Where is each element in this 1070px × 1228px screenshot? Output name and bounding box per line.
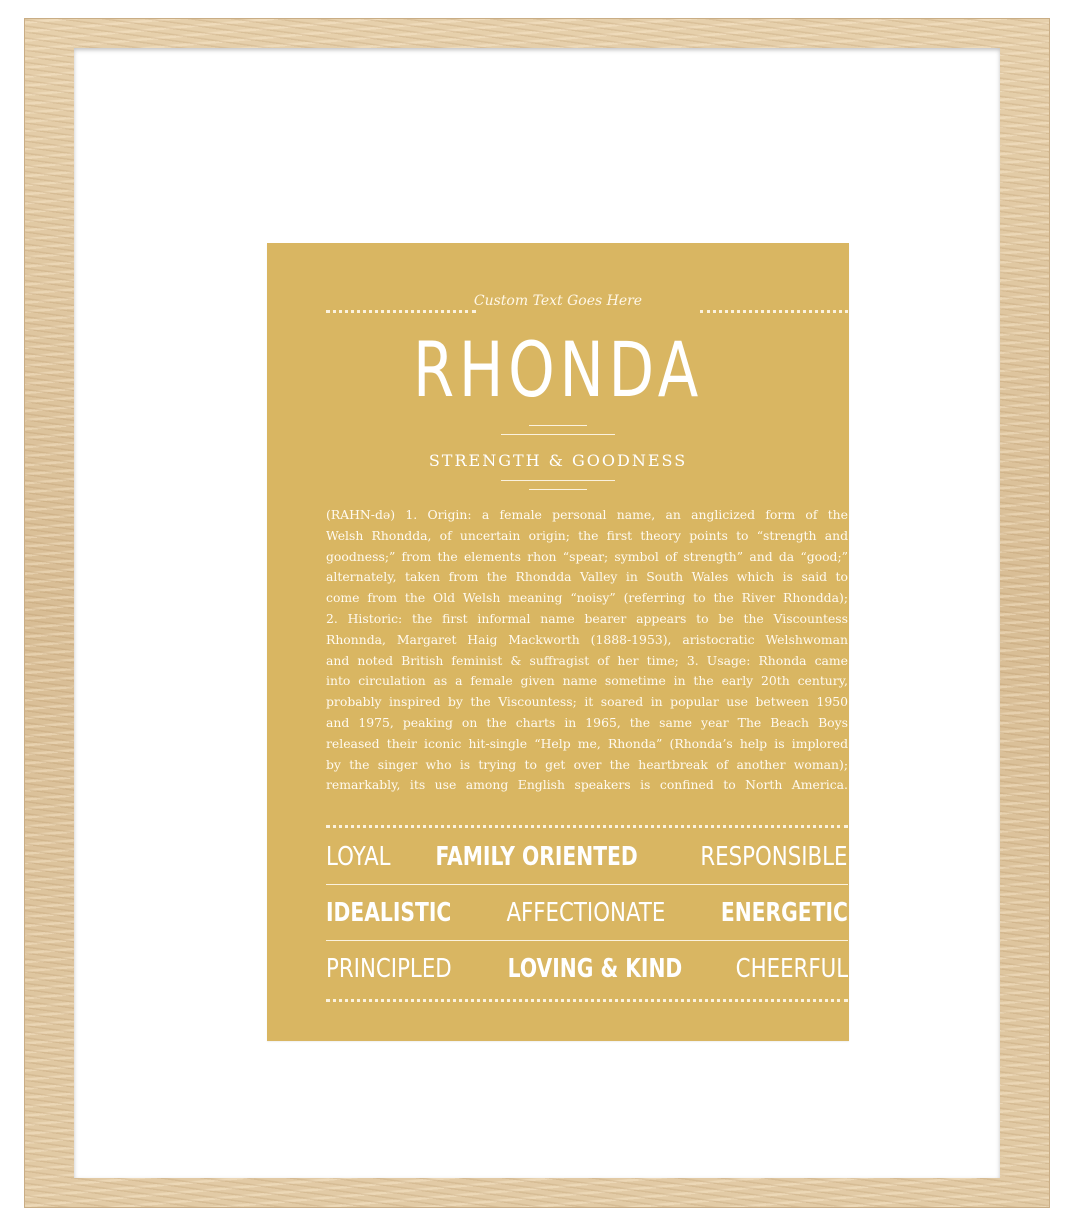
traits-row-2 [326,891,848,935]
dotted-divider-traits-bottom [326,999,848,1002]
rule-under-meaning [501,480,615,481]
name-meaning: STRENGTH & GOODNESS [428,451,688,470]
name-definition [326,505,848,796]
definition-line: by the singer who is trying to get over the heartbreak of another woman); [326,756,848,772]
dotted-divider-top-right [700,310,848,313]
definition-line: Welsh Rhondda, of uncertain origin; the first theory points to “strength and [326,527,848,543]
dotted-divider-traits-top [326,825,848,828]
trait-word: PRINCIPLED [326,954,452,984]
definition-line: goodness;” from the elements rhon “spear; symbol of strength” and da “good;” [326,548,848,564]
traits-divider-2 [326,940,848,941]
definition-line: into circulation as a female given name sometime in the early 20th century, [326,673,848,689]
dotted-divider-top-left [326,310,476,313]
white-mat [74,48,1000,1178]
definition-line: 2. Historic: the first informal name bearer appears to be the Viscountess [326,610,848,626]
definition-line: come from the Old Welsh meaning “noisy” (referring to the River Rhondda); [326,590,848,606]
name-title: RHONDA [412,325,704,414]
definition-line: remarkably, its use among English speakers is confined to North America. [326,777,848,793]
definition-line: (RAHN-də) 1. Origin: a female personal name, an anglicized form of the [326,507,848,522]
trait-word: LOVING & KIND [507,954,683,984]
trait-word: IDEALISTIC [326,898,452,928]
name-meaning-print [267,243,849,1041]
custom-text: Custom Text Goes Here [473,293,643,309]
definition-line: probably inspired by the Viscountess; it soared in popular use between 1950 [326,694,848,710]
trait-word: ENERGETIC [720,898,848,928]
trait-word: FAMILY ORIENTED [435,842,638,872]
definition-line: and noted British feminist & suffragist of her time; 3. Usage: Rhonda came [326,652,848,668]
rule-under-name [529,425,587,426]
wooden-frame [24,18,1050,1208]
definition-line: released their iconic hit-single “Help me, Rhonda” (Rhonda’s help is implored [326,735,848,751]
trait-word: LOYAL [326,842,391,872]
definition-line: and 1975, peaking on the charts in 1965, the same year The Beach Boys [326,714,848,730]
rule-under-meaning-2 [529,489,587,490]
definition-line: alternately, taken from the Rhondda Valley in South Wales which is said to [326,569,848,585]
traits-divider-1 [326,884,848,885]
traits-row-3 [326,947,848,991]
trait-word: CHEERFUL [735,954,848,984]
definition-line: Rhonnda, Margaret Haig Mackworth (1888-1953), aristocratic Welshwoman [326,631,848,647]
trait-word: AFFECTIONATE [506,898,666,928]
traits-row-1 [326,835,848,879]
rule-under-name-2 [501,434,615,435]
trait-word: RESPONSIBLE [700,842,848,872]
